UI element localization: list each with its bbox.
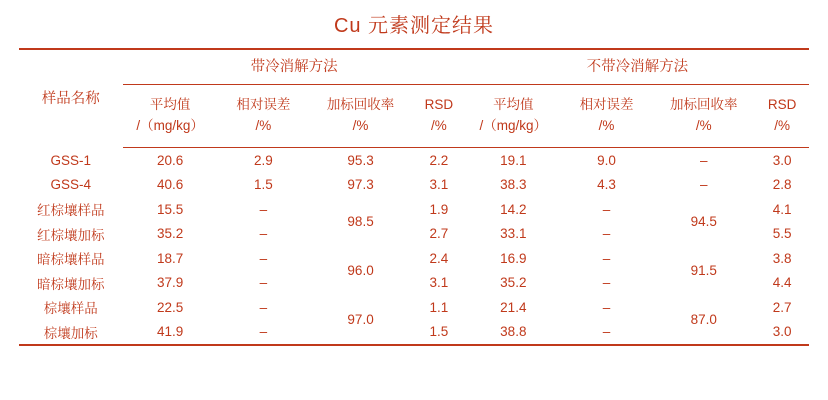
header-col-a-relative-error-line2: /% [255, 118, 272, 133]
cell-a-average: 37.9 [156, 275, 184, 291]
table-body [19, 148, 809, 346]
cell-a-rsd: 1.1 [429, 299, 449, 315]
cell-b-spike-recovery: 91.5 [690, 263, 717, 278]
table-row [19, 295, 809, 320]
table-row [19, 197, 809, 222]
cell-a-spike-recovery: 95.3 [347, 152, 374, 168]
cell-a-spike-recovery: 97.3 [347, 177, 374, 193]
header-col-a-relative-error-line1: 相对误差 [236, 97, 291, 113]
cell-b-spike-recovery: 94.5 [690, 214, 717, 229]
header-col-b-spike-recovery [652, 85, 755, 148]
header-col-a-average [123, 85, 218, 148]
cell-b-relative-error: – [602, 201, 611, 217]
cell-b-rsd: 4.4 [772, 275, 792, 291]
header-col-a-spike-recovery [309, 85, 412, 148]
page-title: Cu 元素测定结果 [333, 15, 495, 37]
cell-sample: 棕壤加标 [19, 320, 123, 346]
header-col-a-spike-recovery-line2: /% [352, 118, 369, 133]
cell-a-relative-error: 2.9 [253, 152, 273, 168]
cell-a-relative-error: – [259, 275, 268, 291]
cell-a-average: 35.2 [156, 226, 184, 242]
cell-sample: 棕壤样品 [43, 301, 98, 317]
cell-a-spike-recovery: 97.0 [309, 295, 412, 345]
cell-sample: 红棕壤加标 [37, 227, 105, 243]
cell-a-relative-error: – [259, 299, 268, 315]
header-col-a-spike-recovery-line1: 加标回收率 [326, 97, 395, 113]
header-row-groups [19, 49, 809, 85]
cell-sample: GSS-4 [50, 177, 92, 193]
cell-b-average: 16.9 [500, 250, 527, 266]
header-col-a-rsd-line2: /% [431, 118, 447, 133]
header-col-b-average [466, 85, 561, 148]
cell-b-relative-error: – [602, 250, 611, 266]
cell-b-average: 19.1 [500, 152, 527, 168]
cell-b-average: 38.8 [466, 320, 561, 346]
header-col-b-rsd [755, 85, 809, 148]
cell-b-relative-error: 9.0 [597, 152, 616, 168]
cell-b-relative-error: – [602, 275, 611, 291]
cell-a-rsd: 2.4 [429, 250, 449, 266]
cell-a-rsd: 2.2 [429, 152, 449, 168]
cell-a-spike-recovery: 96.0 [347, 263, 374, 278]
table-header [19, 49, 809, 148]
cell-a-average: 18.7 [156, 250, 184, 266]
header-group-without-cold-digestion: 不带冷消解方法 [466, 49, 809, 85]
cell-b-average: 14.2 [500, 201, 527, 217]
header-col-a-relative-error [218, 85, 309, 148]
header-sample-name: 样品名称 [19, 49, 123, 148]
cell-a-relative-error: – [259, 250, 268, 266]
cell-b-rsd: 2.7 [772, 299, 792, 315]
cell-b-relative-error: 4.3 [597, 177, 616, 193]
header-row-columns [19, 85, 809, 148]
cell-a-average: 41.9 [123, 320, 218, 346]
cell-b-average: 21.4 [500, 299, 527, 315]
header-col-a-rsd [412, 85, 466, 148]
header-col-a-average-line2: /（mg/kg） [136, 118, 204, 133]
cell-a-rsd: 3.1 [429, 177, 449, 193]
cell-sample: 暗棕壤样品 [37, 252, 105, 268]
header-col-b-spike-recovery-line2: /% [695, 118, 712, 133]
cell-b-spike-recovery: – [699, 177, 708, 193]
cell-a-rsd: 1.9 [429, 201, 449, 217]
cell-a-average: 40.6 [156, 177, 184, 193]
cell-a-relative-error: – [259, 226, 268, 242]
cell-b-spike-recovery: – [699, 152, 708, 168]
header-col-a-average-line1: 平均值 [149, 97, 191, 113]
header-col-b-relative-error [561, 85, 652, 148]
header-group-with-cold-digestion: 带冷消解方法 [123, 49, 466, 85]
cell-b-average: 35.2 [500, 275, 527, 291]
cell-a-average: 15.5 [156, 201, 184, 217]
table-row [19, 173, 809, 198]
cell-b-average: 33.1 [500, 226, 527, 242]
header-col-b-average-line2: /（mg/kg） [479, 118, 548, 133]
header-col-a-rsd-line1: RSD [424, 97, 454, 113]
table-row [19, 246, 809, 271]
header-col-b-rsd-line2: /% [774, 118, 790, 133]
cell-b-relative-error: – [561, 320, 652, 346]
cell-b-average: 38.3 [500, 177, 527, 193]
header-col-b-relative-error-line2: /% [598, 118, 615, 133]
cell-a-relative-error: 1.5 [253, 177, 273, 193]
cell-b-spike-recovery: 87.0 [652, 295, 755, 345]
header-col-b-average-line1: 平均值 [493, 97, 534, 113]
cell-a-average: 22.5 [156, 299, 184, 315]
cell-a-rsd: 2.7 [429, 226, 449, 242]
cell-b-rsd: 2.8 [772, 177, 792, 193]
cell-a-rsd: 1.5 [412, 320, 466, 346]
header-col-b-relative-error-line1: 相对误差 [579, 97, 634, 113]
cell-b-rsd: 5.5 [772, 226, 792, 242]
header-col-b-rsd-line1: RSD [767, 97, 797, 113]
table-row [19, 148, 809, 173]
header-col-b-spike-recovery-line1: 加标回收率 [670, 97, 738, 113]
cell-b-rsd: 3.0 [755, 320, 809, 346]
cell-b-relative-error: – [602, 299, 611, 315]
cell-a-relative-error: – [259, 201, 268, 217]
cell-a-spike-recovery: 98.5 [347, 214, 374, 229]
cell-b-rsd: 3.0 [772, 152, 792, 168]
cell-b-rsd: 3.8 [772, 250, 792, 266]
cell-a-relative-error: – [218, 320, 309, 346]
cell-sample: 暗棕壤加标 [37, 276, 105, 292]
cell-a-average: 20.6 [156, 152, 184, 168]
cell-sample: GSS-1 [50, 152, 92, 168]
cell-b-relative-error: – [602, 226, 611, 242]
results-table [19, 48, 809, 346]
cell-sample: 红棕壤样品 [37, 203, 105, 219]
cell-a-rsd: 3.1 [429, 275, 449, 291]
cell-b-rsd: 4.1 [772, 201, 792, 217]
